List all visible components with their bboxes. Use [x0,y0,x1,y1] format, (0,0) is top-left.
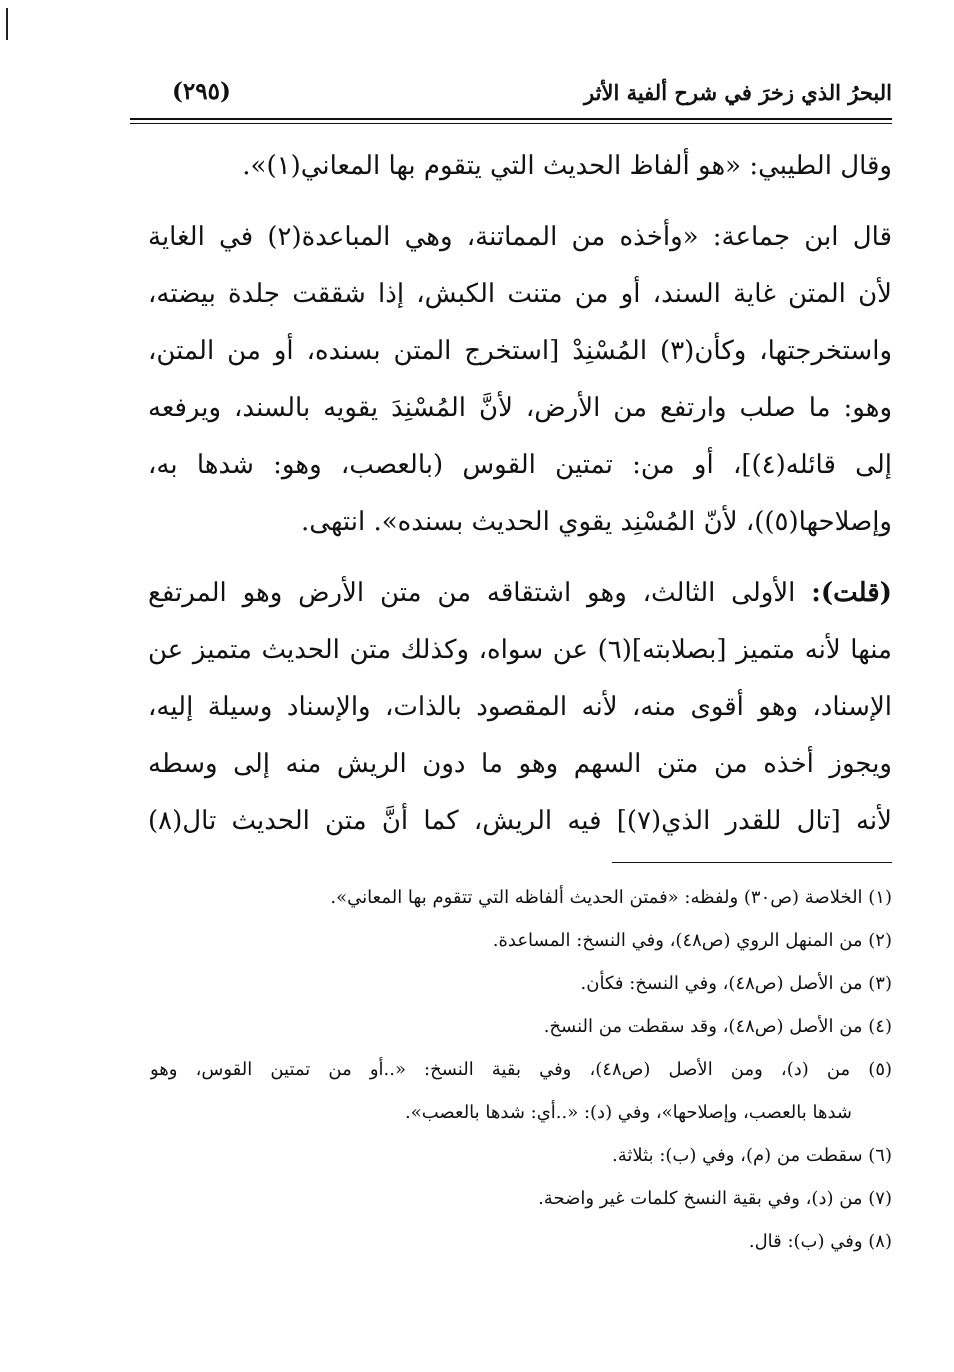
main-text [148,138,892,864]
text-line: لأن المتن غاية السند، أو من متنت الكبش، إذا شققت جلدة بيضته، [148,279,892,309]
text-line: وقال الطيبي: «هو ألفاظ الحديث التي يتقوم بها المعاني(١)». [242,151,892,181]
footnote-1: (١) الخلاصة (ص٣٠) ولفظه: «فمتن الحديث ألفاظه التي تتقوم بها المعاني». [330,887,892,908]
text-line: وهو: ما صلب وارتفع من الأرض، لأنَّ المُسْنِدَ يقويه بالسند، ويرفعه [148,393,892,423]
text-line: ويجوز أخذه من متن السهم وهو ما دون الريش منه إلى وسطه [148,749,892,779]
text-line-rest: الأولى الثالث، وهو اشتقاقه من متن الأرض وهو المرتفع [148,578,812,608]
footnote-8: (٨) وفي (ب): قال. [748,1231,892,1252]
paragraph-lead: (قلت): [811,578,892,608]
footnotes [150,876,892,1263]
footnote-separator [612,862,892,863]
text-line [148,565,892,622]
running-title: البحرُ الذي زخرَ في شرح ألفية الأثر [584,80,892,105]
paragraph-author-opinion [148,565,892,850]
paragraph-tibi-quote [148,138,892,195]
text-line: وإصلاحها(٥))، لأنّ المُسْنِد يقوي الحديث بسنده». انتهى. [301,507,892,537]
text-line: واستخرجتها، وكأن(٣) المُسْنِدْ [استخرج المتن بسنده، أو من المتن، [148,336,892,366]
paragraph-ibn-jamaa-quote [148,209,892,551]
footnote-2: (٢) من المنهل الروي (ص٤٨)، وفي النسخ: المساعدة. [492,930,892,951]
text-line: منها لأنه متميز [بصلابته](٦) عن سواه، وكذلك متن الحديث متميز عن [148,635,892,665]
text-line: إلى قائله(٤)]، أو من: تمتين القوس (بالعصب، وهو: شدها به، [148,450,892,480]
footnote-5: (٥) من (د)، ومن الأصل (ص٤٨)، وفي بقية النسخ: «..أو من تمتين القوس، وهو [150,1059,892,1080]
footnote-3: (٣) من الأصل (ص٤٨)، وفي النسخ: فكأن. [580,973,892,994]
footnote-4: (٤) من الأصل (ص٤٨)، وقد سقطت من النسخ. [543,1016,892,1037]
footnote-5-continued: شدها بالعصب، وإصلاحها»، وفي (د): «..أي: شدها بالعصب». [405,1102,852,1123]
footnote-7: (٧) من (د)، وفي بقية النسخ كلمات غير واضحة. [538,1188,892,1209]
text-line: قال ابن جماعة: «وأخذه من المماتنة، وهي المباعدة(٢) في الغاية [148,222,892,252]
footnote-6: (٦) سقطت من (م)، وفي (ب): بثلاثة. [612,1145,892,1166]
header-rule [130,118,892,120]
text-line: الإسناد، وهو أقوى منه، لأنه المقصود بالذات، والإسناد وسيلة إليه، [148,692,892,722]
page-number: (٢٩٥) [172,78,231,105]
text-line: لأنه [تال للقدر الذي(٧)] فيه الريش، كما أنَّ متن الحديث تال(٨) [148,806,892,836]
